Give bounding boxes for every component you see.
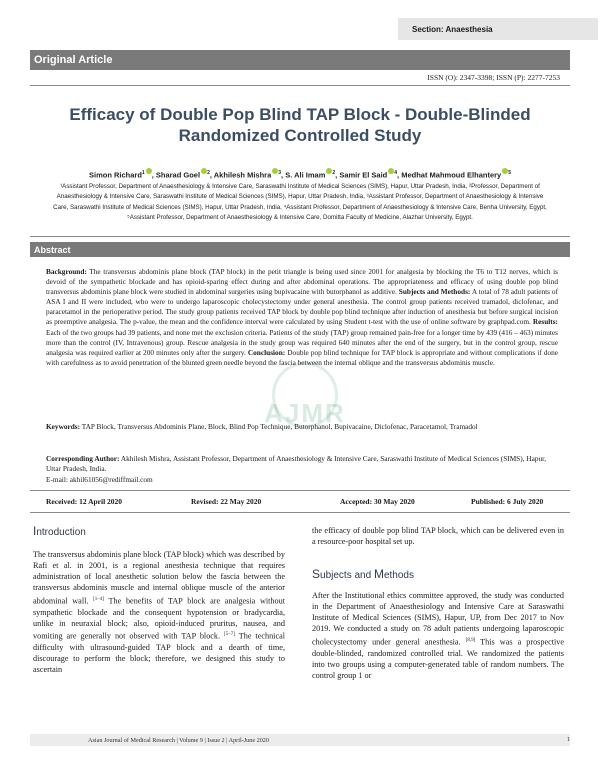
author[interactable]: Akhilesh Mishra — [213, 170, 272, 180]
abstract-heading: Abstract — [30, 242, 570, 257]
paper-title: Efficacy of Double Pop Blind TAP Block - Double-Blinded Randomized Controlled Study — [69, 105, 531, 145]
dates-top-divider — [30, 490, 570, 491]
author-list: Simon Richard$^1$ , Sharad Goel $^2$, Akhilesh Mishra $^3$, S. Ali Imam $^2$, Samir El Said $^4$, Medhat Mahmoud Elhantery $^5$ — [88, 170, 512, 180]
published-date: Published: 6 July 2020 — [471, 497, 544, 506]
methods-body: After the Institutional ethics committee approved, the study was conducted in the Department of Anaesthesiology and Intensive Care at Saraswathi Institute of Medical Sciences (SIMS), Hapur, UP, from Dec 2017 to Nov 2019. We conducted a study on 78 adult patients undergoing laparoscopic cholecystectomy under general anesthesia. [8,9] This was a prospective double-blinded, randomized controlled trial. We randomized the patients into two groups using a computer-generated table of random numbers. The control group 1 or — [312, 591, 564, 680]
email-link[interactable]: E-mail: akhil61056@rediffmail.com — [46, 474, 153, 484]
introduction-body: The transversus abdominis plane block (TAP block) which was described by Rafi et al. in 2001, is a regional anesthesia technique that requires administration of local anesthetic solution below the fascia between the transversus abdominis muscle and internal oblique muscle of the anterior abdominal wall. [1–4] The benefits of TAP block are analgesia without sympathetic blockade and the consequent hypotension or bradycardia, unlike in neuraxial block; also, opioid-induced pruritus, nausea, and vomiting are generally not observed with TAP block. [5–7] The technical difficulty with ultrasound-guided TAP block and a dearth of time, discourage to perform the block; therefore, we designed this study to ascertain — [33, 550, 285, 675]
author[interactable]: Sharad Goel — [155, 170, 201, 180]
page-number: 1 — [566, 736, 570, 743]
keywords: Keywords: TAP Block, Transversus Abdominis Plane, Block, Blind Pop Technique, Butorphanol, Bupivacaine, Diclofenac, Paracetamol, Tramadol — [46, 422, 478, 431]
affiliation-divider — [30, 236, 570, 237]
methods-heading: Subjects and Methods — [312, 567, 414, 581]
citation[interactable]: [8,9] — [465, 637, 476, 643]
introduction-continued: the efficacy of double pop blind TAP block, which can be delivered even in a resource-poor hospital set up. — [312, 526, 564, 547]
introduction-heading: Introduction — [33, 524, 86, 538]
corresponding-author: Corresponding Author: Akhilesh Mishra, Assistant Professor, Department of Anaesthesiology & Intensive Care, Saraswathi Institute of Medical Sciences (SIMS), Hapur, Uttar Pradesh, India. E-mail: akhil61056@rediffmail.com — [46, 454, 547, 484]
article-type-banner: Original Article — [30, 50, 570, 70]
journal-footer: Asian Journal of Medical Research | Volume 9 | Issue 2 | April-June 2020 — [30, 734, 570, 746]
orcid-icon[interactable] — [146, 168, 152, 174]
abstract-body: Background: The transversus abdominis plane block (TAP block) in the petit triangle is being used since 2001 for analgesia by blocking the T6 to T12 nerves, which is devoid of the sympathetic blockade and has opioid-sparing effect during and after abdominal operations. The appropriateness and efficacy of using double pop blind transversus abdominis plane block were studied in abdominal surgeries using bupivacaine with butorphanol as additive. Subjects and Methods: A total of 78 adult patients of ASA I and II were included, who were to undergo laparoscopic cholecystectomy under general anesthesia. The control group patients received tramadol, diclofenac, and paracetamol in the perioperative period. The study group patients received TAP block by double pop blind technique after induction of anesthesia but before surgical incision as preemptive analgesia. The p-value, the mean and the confidence interval were calculated by using Student t-test with the use of online software by graphpad.com. Results: Each of the two groups had 39 patients, and none met the exclusion criteria. Patients of the study (TAP) group remained pain-free for a longer time by 439 (416 – 463) minutes more than the control (IV, Intravenous) group. Rescue analgesia in the study group was required 640 minutes after the end of the surgery, but in the control group, rescue analgesia was required earlier at 200 minutes only after the surgery. Conclusion: Double pop blind technique for TAP block is appropriate and without complications if done with carefulness as to avoid penetration of the blunted green needle beyond the fascia between the internal oblique and the transversus abdominis muscle. — [46, 267, 558, 367]
revised-date: Revised: 22 May 2020 — [191, 497, 262, 506]
section-tag: Section: Anaesthesia — [398, 18, 598, 40]
citation[interactable]: [5–7] — [224, 631, 235, 637]
received-date: Received: 12 April 2020 — [46, 497, 123, 506]
author[interactable]: Samir El Said — [339, 170, 388, 180]
dates-bottom-divider — [30, 512, 570, 513]
author[interactable]: S. Ali Imam — [285, 170, 326, 180]
header-divider — [30, 85, 570, 86]
citation[interactable]: [1–4] — [93, 596, 104, 602]
affiliations: ¹Assistant Professor, Department of Anaesthesiology & Intensive Care, Saraswathi Institute of Medical Sciences (SIMS), Hapur, Uttar Pradesh, India, ²Professor, Department of Anaesthesiology & Intensive Care, Saraswathi Institute of Medical Sciences (SIMS), Hapur, Uttar Pradesh, India, ³Assistant Professor, Department of Anaesthesiology & Intensive Care, Saraswathi Institute of Medical Sciences (SIMS), Hapur, Uttar Pradesh, India, ⁴Assistant Professor, Department of Anaesthesiology & Intensive Care, Benha University, Egypt, ⁵Assistant Professor, Department of Anaesthesiology & Intensive Care, Domitta Faculty of Medicine, Alazhar University, Egypt. — [53, 183, 547, 222]
issn-line: ISSN (O): 2347-3398; ISSN (P): 2277-7253 — [427, 73, 560, 82]
author[interactable]: Medhat Mahmoud Elhantery — [401, 170, 502, 180]
watermark: AJMR — [264, 398, 346, 428]
accepted-date: Accepted: 30 May 2020 — [340, 497, 415, 506]
author[interactable]: Simon Richard — [88, 170, 142, 180]
